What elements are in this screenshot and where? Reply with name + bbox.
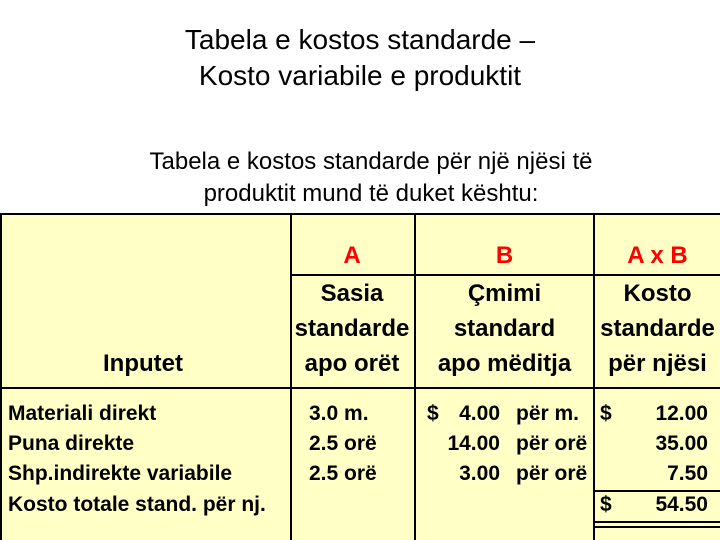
page-title <box>0 22 720 94</box>
row-1-cost: 12.00 <box>655 402 708 425</box>
price-header-line-3: apo mëditja <box>437 350 572 377</box>
page-subtitle <box>0 146 720 210</box>
cost-header-line-2: standarde <box>600 315 715 342</box>
quantity-header-line-3: apo orët <box>304 350 400 377</box>
total-double-rule-1 <box>595 521 720 523</box>
column-letter-a: A <box>343 242 361 269</box>
inputs-header: Inputet <box>103 350 183 377</box>
row-2-input: Puna direkte <box>8 432 135 455</box>
price-header-line-1: Çmimi <box>467 280 542 307</box>
row-2-quantity: 2.5 orë <box>309 432 377 455</box>
cost-header-line-3: për njësi <box>608 350 707 377</box>
table-top-border <box>0 213 720 215</box>
subtitle-line-2: produktit mund të duket kështu: <box>203 180 539 207</box>
row-2-price-unit: për orë <box>516 432 588 455</box>
quantity-header-line-2: standarde <box>294 315 410 342</box>
letter-row-underline-a <box>290 274 414 276</box>
row-1-quantity: 3.0 m. <box>309 402 369 425</box>
standard-cost-table <box>0 213 720 540</box>
row-2-price: 14.00 <box>447 432 500 455</box>
row-3-quantity: 2.5 orë <box>309 462 377 485</box>
total-label: Kosto totale stand. për nj. <box>8 493 266 516</box>
row-1-price-currency: $ <box>427 402 439 425</box>
total-cost-currency: $ <box>600 493 612 516</box>
total-double-rule-2 <box>595 526 720 528</box>
table-left-border <box>0 213 2 540</box>
row-3-cost: 7.50 <box>667 462 708 485</box>
title-line-1: Tabela e kostos standarde – <box>184 24 536 55</box>
row-1-input: Materiali direkt <box>8 402 157 425</box>
letter-row-underline-b <box>416 274 593 276</box>
row-1-cost-currency: $ <box>600 402 612 425</box>
row-3-price: 3.00 <box>459 462 500 485</box>
letter-row-underline-axb <box>595 274 720 276</box>
column-letter-b: B <box>495 242 514 269</box>
row-3-input: Shp.indirekte variabile <box>8 462 233 485</box>
row-1-price-unit: për m. <box>516 402 580 425</box>
total-cost: 54.50 <box>655 493 708 516</box>
title-line-2: Kosto variabile e produktit <box>198 60 522 91</box>
price-header-line-2: standard <box>453 315 556 342</box>
subtitle-line-1: Tabela e kostos standarde për një njësi të <box>149 148 593 175</box>
column-letter-axb: A x B <box>627 242 688 269</box>
row-2-cost: 35.00 <box>655 432 708 455</box>
cost-header-line-1: Kosto <box>623 280 692 307</box>
header-bottom-border <box>0 387 720 389</box>
row-1-price: 4.00 <box>459 402 500 425</box>
row-3-price-unit: për orë <box>516 462 588 485</box>
quantity-header-line-1: Sasia <box>320 280 384 307</box>
